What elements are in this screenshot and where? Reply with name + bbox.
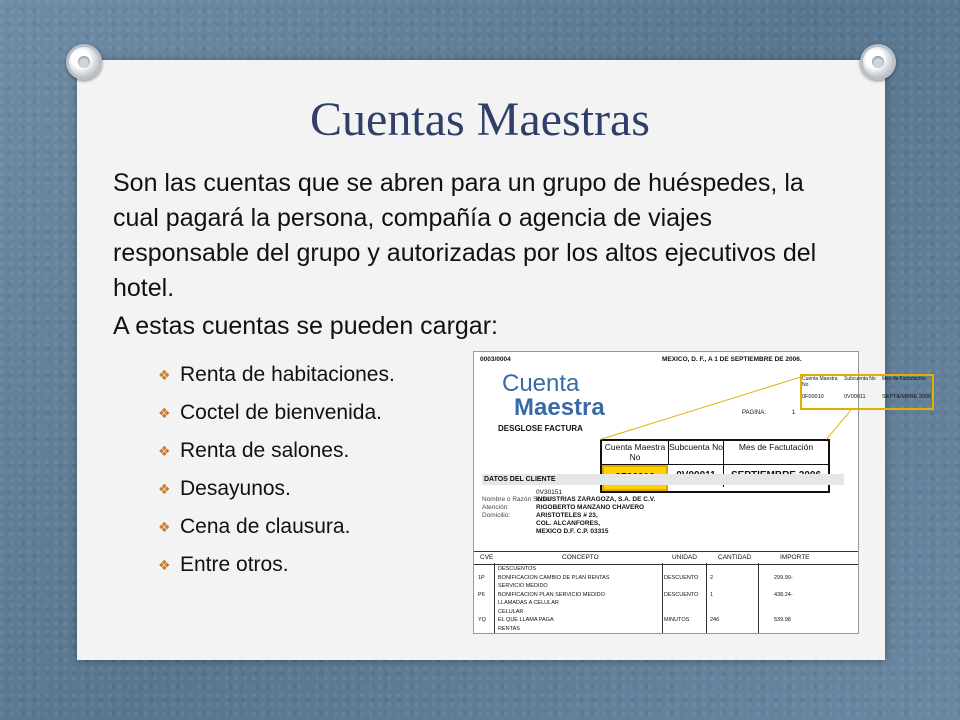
table-cell-unidad: DESCUENTO [664, 591, 699, 598]
table-cell-cantidad: 1 [710, 591, 714, 598]
list-item-label: Renta de habitaciones. [180, 363, 395, 386]
datos-cliente-bar: DATOS DEL CLIENTE [482, 474, 844, 485]
charges-list [158, 356, 395, 584]
diamond-star-icon: ❖ [158, 366, 171, 383]
table-cell-concepto: LLAMADAS A CELULAR [498, 600, 559, 606]
list-item [158, 432, 395, 470]
big-header: Mes de Factutación [738, 442, 814, 452]
small-value: SEPTIEMBRE 2006 [882, 394, 932, 400]
slide-title: Cuentas Maestras [310, 93, 650, 146]
table-cell-cve: 1P [478, 574, 485, 581]
small-value: 0F00010 [802, 394, 824, 400]
client-value: RIGOBERTO MANZANO CHAVERO [536, 504, 645, 511]
binder-ring-icon [860, 44, 896, 80]
big-header: Subcuenta No [669, 441, 724, 464]
client-value: COL. ALCANFORES, [536, 520, 601, 527]
pagina-value: 1 [792, 410, 796, 416]
invoice-logo-line2: Maestra [514, 394, 605, 421]
table-cell-unidad: DESCUENTO [664, 574, 699, 581]
table-cell-cve: P6 [478, 591, 485, 598]
invoice-folio: 0003/0004 [480, 356, 511, 363]
diamond-star-icon: ❖ [158, 404, 171, 421]
table-cell-cve: YQ [478, 617, 486, 623]
table-cell-cantidad: 246 [710, 617, 720, 623]
table-cell-importe: 299.90- [774, 574, 793, 581]
list-item-label: Desayunos. [180, 477, 291, 500]
table-cell-unidad: MINUTOS [664, 617, 690, 623]
list-item [158, 508, 395, 546]
column-header: CVE [480, 554, 494, 561]
client-code: 0V30151 [536, 489, 563, 496]
client-value: INDUSTRIAS ZARAGOZA, S.A. DE C.V. [536, 496, 656, 503]
column-header: IMPORTE [780, 554, 810, 561]
diamond-star-icon: ❖ [158, 480, 171, 497]
table-cell-concepto: SERVICIO MEDIDO [498, 583, 548, 589]
list-item [158, 356, 395, 394]
pagina-label: PAGINA: [742, 410, 766, 416]
invoice-image [473, 351, 932, 634]
table-cell-importe: 539.98 [774, 617, 791, 623]
table-cell-concepto: BONIFICACION PLAN SERVICIO MEDIDO [498, 591, 605, 598]
diamond-star-icon: ❖ [158, 442, 171, 459]
list-item [158, 394, 395, 432]
list-item-label: Coctel de bienvenida. [180, 401, 382, 424]
client-label: Atención: [482, 504, 510, 511]
table-cell-concepto: CELULAR [498, 608, 524, 615]
small-header: Subcuenta No [844, 376, 876, 382]
column-header: CANTIDAD [718, 554, 752, 561]
invoice-desglose: DESGLOSE FACTURA [498, 424, 583, 433]
column-header: CONCEPTO [562, 554, 599, 561]
table-cell-concepto: EL QUE LLAMA PAGA [498, 617, 554, 623]
client-value: MEXICO D.F. C.P. 03315 [536, 528, 609, 535]
column-header: UNIDAD [672, 554, 697, 561]
charges-subhead: A estas cuentas se pueden cargar: [113, 312, 498, 340]
diamond-star-icon: ❖ [158, 556, 171, 573]
list-item-label: Cena de clausura. [180, 515, 351, 538]
leader-line [826, 408, 852, 439]
list-item-label: Renta de salones. [180, 439, 350, 462]
small-header: Mes de Factutación [882, 376, 926, 382]
table-cell-concepto: BONIFICACION CAMBIO DE PLAN RENTAS [498, 574, 610, 581]
leader-line [600, 374, 810, 440]
table-cell-concepto: RENTAS [498, 625, 520, 632]
small-value: 0V00011 [844, 394, 866, 400]
list-item-label: Entre otros. [180, 553, 289, 576]
table-cell-importe: 438.24- [774, 591, 793, 598]
invoice-date: MEXICO, D. F., A 1 DE SEPTIEMBRE DE 2006. [662, 356, 802, 363]
small-header: Cuenta Maestra No [802, 376, 838, 388]
list-item [158, 470, 395, 508]
binder-ring-icon [66, 44, 102, 80]
invoice-logo-line1: Cuenta [502, 370, 580, 397]
client-value: ARISTOTELES # 23, [536, 512, 598, 519]
big-header: Cuenta Maestra No [602, 441, 669, 464]
client-label: Domicilio: [482, 512, 511, 519]
intro-paragraph: Son las cuentas que se abren para un grupo de huéspedes, la cual pagará la persona, compañía o agencia de viajes responsable del grupo y autorizadas por los altos ejecutivos del hotel. [113, 169, 817, 302]
charges-table-header [474, 551, 858, 565]
table-cell-concepto: DESCUENTOS [498, 566, 537, 572]
table-cell-cantidad: 2 [710, 574, 714, 581]
client-label: Nombre o Razón Social [482, 496, 551, 503]
list-item [158, 546, 395, 584]
diamond-star-icon: ❖ [158, 518, 171, 535]
